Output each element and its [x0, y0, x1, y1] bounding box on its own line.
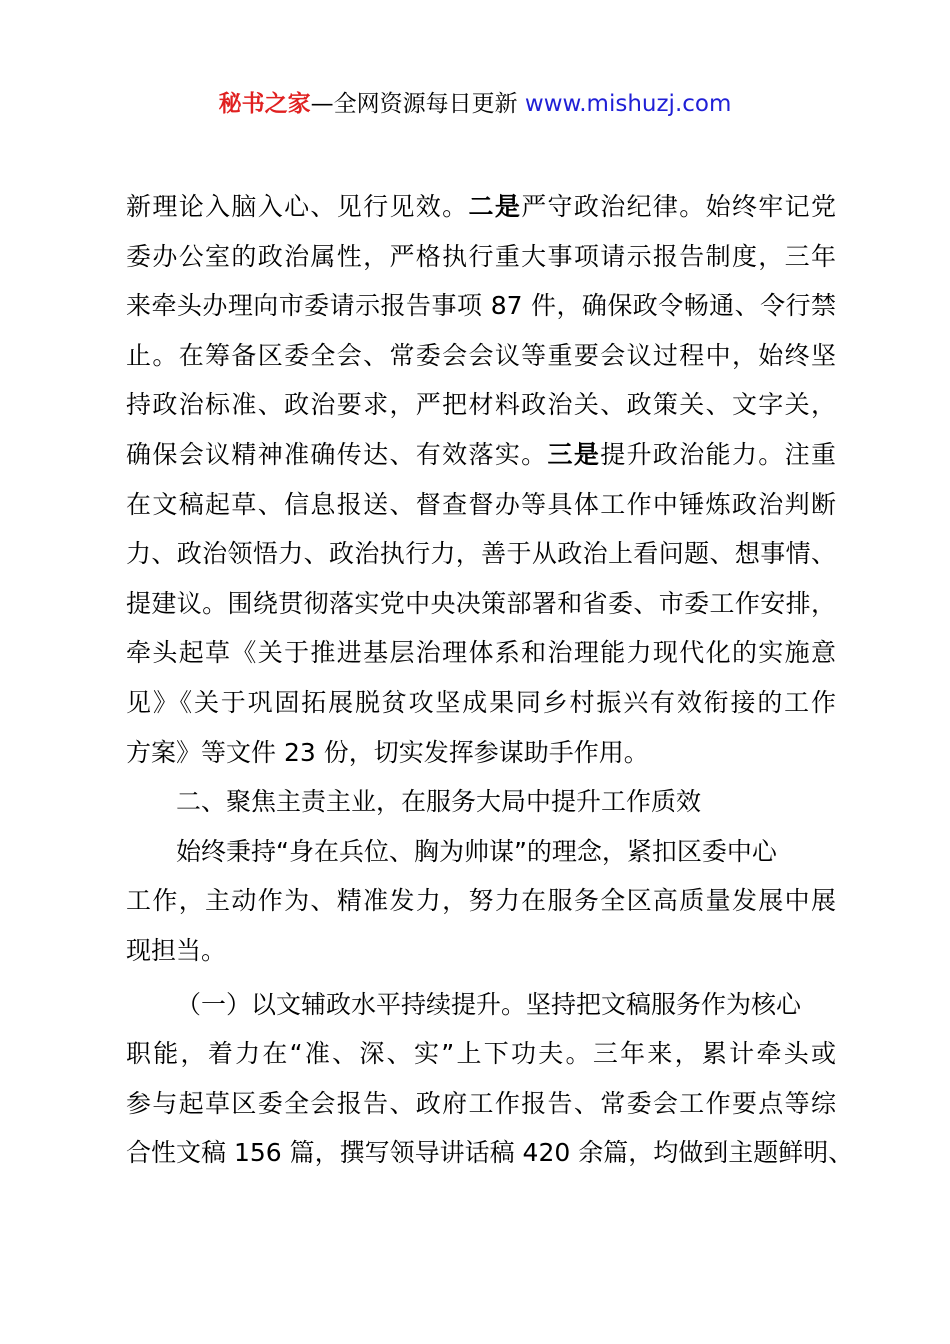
header-tagline: —全网资源每日更新	[310, 91, 525, 117]
bold-marker: 三是	[547, 439, 601, 469]
text-line: 牵头起草《关于推进基层治理体系和治理能力现代化的实施意	[126, 638, 836, 668]
text-line: 见》《关于巩固拓展脱贫攻坚成果同乡村振兴有效衔接的工作	[126, 687, 836, 717]
text-line: 持政治标准、政治要求，严把材料政治关、政策关、文字关，	[126, 390, 836, 420]
subsection-heading: （一）以文辅政水平持续提升。坚持把文稿服务作为核心	[176, 989, 802, 1019]
text-line: 新理论入脑入心、见行见效。二是严守政治纪律。始终牢记党	[126, 192, 836, 221]
document-body	[126, 182, 854, 1178]
text-line: 方案》等文件 23 份，切实发挥参谋助手作用。	[126, 737, 649, 767]
text-line: 提建议。围绕贯彻落实党中央决策部署和省委、市委工作安排，	[126, 588, 836, 618]
text-line: 在文稿起草、信息报送、督查督办等具体工作中锤炼政治判断	[126, 489, 836, 519]
text-line: 委办公室的政治属性，严格执行重大事项请示报告制度，三年	[126, 241, 836, 271]
section-heading: 二、聚焦主责主业，在服务大局中提升工作质效	[176, 787, 702, 817]
site-header	[0, 86, 950, 122]
text-line: 始终秉持“身在兵位、胸为帅谋”的理念，紧扣区委中心	[176, 836, 777, 866]
text-line: 来牵头办理向市委请示报告事项 87 件，确保政令畅通、令行禁	[126, 291, 836, 321]
text-line: 确保会议精神准确传达、有效落实。三是提升政治能力。注重	[126, 439, 836, 469]
text-line: 力、政治领悟力、政治执行力，善于从政治上看问题、想事情、	[126, 539, 836, 569]
text-line: 参与起草区委全会报告、政府工作报告、常委会工作要点等综	[126, 1088, 836, 1118]
text-line: 工作，主动作为、精准发力，努力在服务全区高质量发展中展	[126, 886, 836, 916]
text-line: 合性文稿 156 篇，撰写领导讲话稿 420 余篇，均做到主题鲜明、	[126, 1138, 854, 1168]
brand-name: 秘书之家	[218, 91, 311, 117]
text-line: 现担当。	[126, 935, 227, 965]
bold-marker: 二是	[468, 192, 522, 221]
site-url-link[interactable]: www.mishuzj.com	[524, 91, 732, 117]
text-line: 止。在筹备区委全会、常委会会议等重要会议过程中，始终坚	[126, 340, 836, 370]
text-line: 职能，着力在“准、深、实”上下功夫。三年来，累计牵头或	[126, 1039, 836, 1069]
